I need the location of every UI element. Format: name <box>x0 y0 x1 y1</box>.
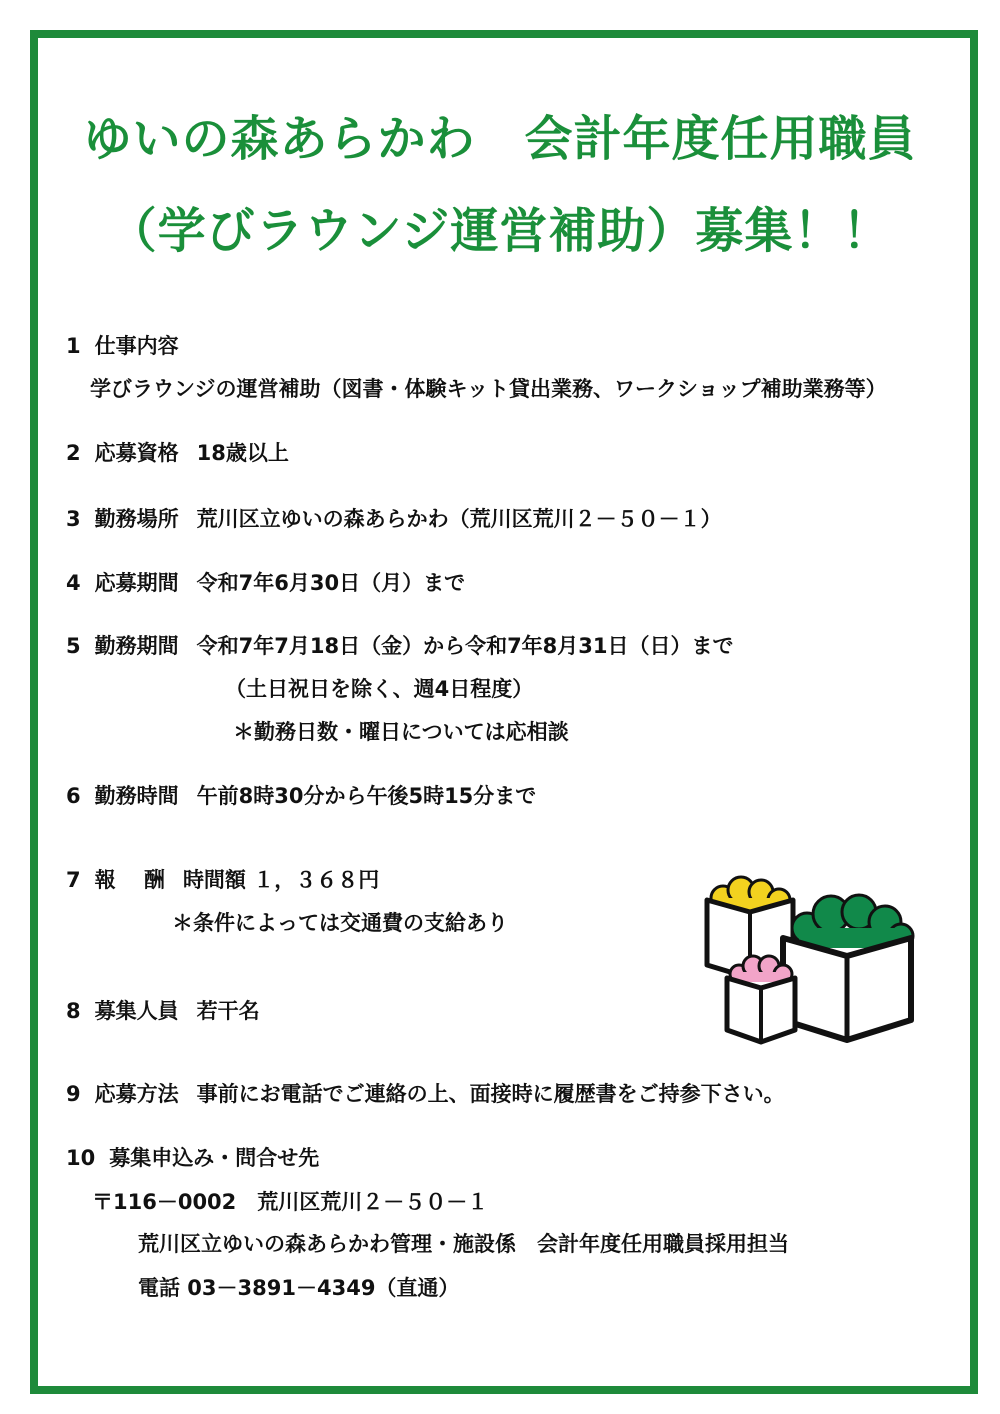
contact-organization: 荒川区立ゆいの森あらかわ管理・施設係 会計年度任用職員採用担当 <box>138 1232 789 1256</box>
section-1-heading <box>66 330 179 360</box>
section-value: 午前8時30分から午後5時15分まで <box>196 784 537 808</box>
section-3 <box>66 503 722 533</box>
section-label: 仕事内容 <box>94 334 179 358</box>
section-number: 6 <box>66 784 81 808</box>
section-label: 勤務時間 <box>94 784 179 808</box>
contact-phone: 電話 03－3891－4349（直通） <box>138 1276 460 1300</box>
section-6 <box>66 780 536 810</box>
section-value: 若干名 <box>196 999 260 1023</box>
section-label: 報 酬 <box>94 868 165 892</box>
section-9 <box>66 1078 785 1108</box>
section-label: 募集申込み・問合せ先 <box>109 1146 320 1170</box>
section-8 <box>66 995 260 1025</box>
section-number: 8 <box>66 999 81 1023</box>
page-title-line1: ゆいの森あらかわ 会計年度任用職員 <box>83 111 917 167</box>
section-label: 応募資格 <box>94 441 179 465</box>
page-title-line2: （学びラウンジ運営補助）募集！！ <box>108 203 892 259</box>
section-5 <box>66 630 734 660</box>
section-number: 5 <box>66 634 81 658</box>
section-value: 荒川区立ゆいの森あらかわ（荒川区荒川２－５０－１） <box>196 507 722 531</box>
section-value: 時間額 １，３６８円 <box>182 868 380 892</box>
contact-address: 〒116－0002 荒川区荒川２－５０－１ <box>92 1190 489 1214</box>
section-number: 4 <box>66 571 81 595</box>
section-value: 令和7年7月18日（金）から令和7年8月31日（日）まで <box>196 634 734 658</box>
section-number: 1 <box>66 334 81 358</box>
section-5-note2: ＊勤務日数・曜日については応相談 <box>233 720 569 744</box>
section-label: 応募期間 <box>94 571 179 595</box>
section-label: 募集人員 <box>94 999 179 1023</box>
section-value: 令和7年6月30日（月）まで <box>196 571 466 595</box>
section-number: 10 <box>66 1146 96 1170</box>
section-value: 事前にお電話でご連絡の上、面接時に履歴書をご持参下さい。 <box>196 1082 785 1106</box>
section-number: 9 <box>66 1082 81 1106</box>
section-number: 3 <box>66 507 81 531</box>
section-1-detail: 学びラウンジの運営補助（図書・体験キット貸出業務、ワークショップ補助業務等） <box>90 377 887 401</box>
section-7-note: ＊条件によっては交通費の支給あり <box>172 911 508 935</box>
section-10-heading <box>66 1142 319 1172</box>
section-7 <box>66 864 379 894</box>
section-number: 7 <box>66 868 81 892</box>
section-label: 勤務場所 <box>94 507 179 531</box>
section-label: 応募方法 <box>94 1082 179 1106</box>
section-4 <box>66 567 465 597</box>
books-with-flowers-icon <box>695 870 925 1050</box>
section-2 <box>66 437 289 467</box>
section-5-note1: （土日祝日を除く、週4日程度） <box>225 677 534 701</box>
section-label: 勤務期間 <box>94 634 179 658</box>
section-number: 2 <box>66 441 81 465</box>
section-value: 18歳以上 <box>196 441 289 465</box>
